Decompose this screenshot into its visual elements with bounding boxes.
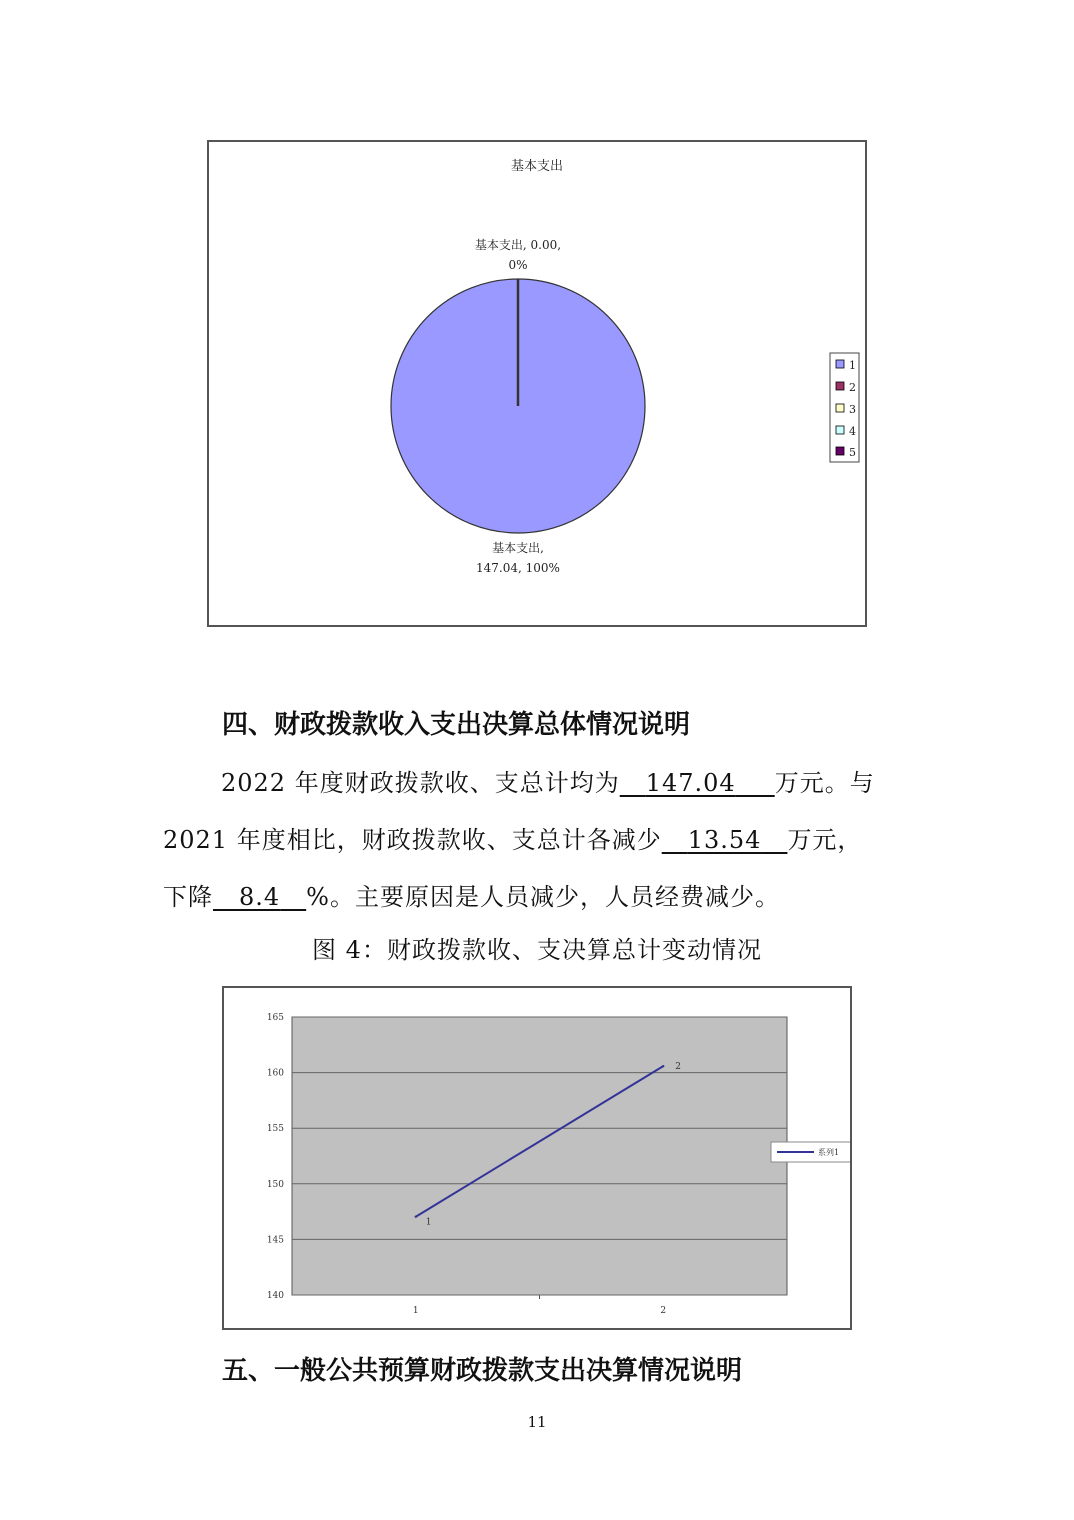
pie-title: 基本支出 [510, 159, 564, 174]
pie-legend-label-2: 2 [849, 381, 856, 394]
pie-label-slice-2-line1: 基本支出, 0.00, [474, 238, 562, 252]
paragraph-text-2a: 2021 年度相比，财政拨款收、支总计各减少 [163, 826, 662, 854]
line-chart [222, 986, 852, 1330]
x-tick-label: 2 [660, 1306, 667, 1316]
paragraph-line-2 [163, 820, 862, 855]
pie-chart-svg [209, 142, 865, 625]
pie-legend-label-5: 5 [849, 446, 856, 459]
data-label: 1 [425, 1217, 432, 1228]
legend-label: 系列1 [818, 1148, 840, 1157]
data-label: 2 [675, 1062, 681, 1073]
y-tick-label: 155 [266, 1124, 284, 1135]
y-tick-label: 140 [266, 1291, 284, 1301]
pie-label-slice-2-line2: 0% [508, 258, 528, 272]
pie-legend-swatch-1 [836, 360, 844, 368]
decrease-amount: 13.54 [687, 826, 762, 854]
paragraph-line-3 [163, 877, 780, 912]
y-tick-label: 150 [266, 1179, 284, 1190]
pie-legend-label-1: 1 [849, 359, 856, 372]
line-chart-svg [224, 988, 850, 1328]
plot-area [292, 1017, 787, 1295]
section-4-heading: 四、财政拨款收入支出决算总体情况说明 [222, 710, 691, 740]
pie-label-slice-1-line1: 基本支出, [492, 541, 544, 555]
pie-legend-swatch-4 [836, 426, 844, 434]
figure-4-caption: 图 4：财政拨款收、支决算总计变动情况 [312, 936, 762, 964]
paragraph-text-1b: 万元。与 [774, 769, 875, 797]
pie-chart [207, 140, 867, 627]
data-point [662, 1065, 664, 1067]
pie-label-slice-1-line2: 147.04, 100% [476, 561, 560, 575]
y-tick-label: 165 [266, 1013, 284, 1023]
page-number: 11 [527, 1413, 547, 1431]
pie-legend-label-4: 4 [849, 425, 856, 438]
y-tick-label: 160 [266, 1068, 284, 1079]
paragraph-text-1a: 2022 年度财政拨款收、支总计均为 [221, 769, 620, 797]
pie-legend-swatch-5 [836, 447, 844, 455]
decrease-percent: 8.4 [239, 883, 281, 911]
pie-legend-swatch-2 [836, 382, 844, 390]
x-tick-label: 1 [412, 1306, 419, 1316]
paragraph-text-3b: %。主要原因是人员减少，人员经费减少。 [306, 883, 780, 911]
paragraph-text-2b: 万元， [787, 826, 863, 854]
pie-legend-label-3: 3 [849, 403, 856, 416]
data-point [415, 1216, 417, 1218]
total-amount: 147.04 [645, 769, 736, 797]
pie-legend-swatch-3 [836, 404, 844, 412]
y-tick-label: 145 [266, 1235, 284, 1246]
section-5-heading: 五、一般公共预算财政拨款支出决算情况说明 [222, 1356, 743, 1386]
paragraph-line-1 [221, 763, 875, 798]
paragraph-text-3a: 下降 [163, 883, 213, 911]
